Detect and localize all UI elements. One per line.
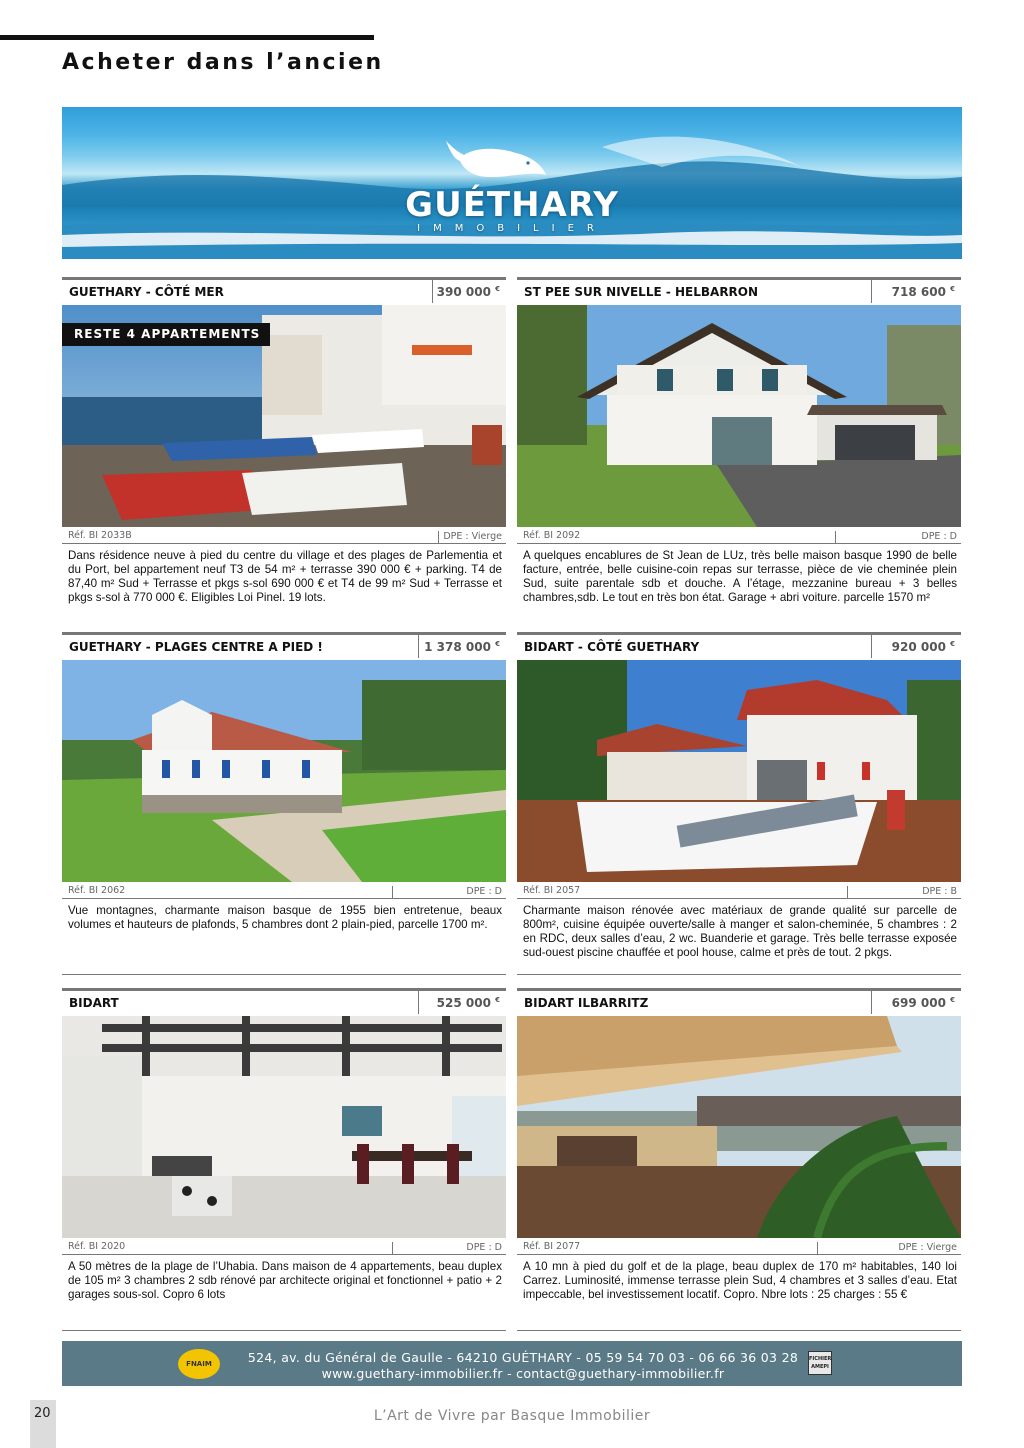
listing-card[interactable] bbox=[62, 277, 506, 605]
agency-footer bbox=[62, 1341, 962, 1386]
listing-header bbox=[62, 277, 506, 303]
listing-card[interactable] bbox=[517, 988, 961, 1302]
listing-price: 699 000 € bbox=[891, 996, 955, 1010]
listing-title: BIDART ILBARRITZ bbox=[524, 996, 649, 1010]
terrace-photo bbox=[517, 1016, 961, 1238]
listing-title: GUETHARY - PLAGES CENTRE A PIED ! bbox=[69, 640, 323, 654]
footer-web[interactable]: www.guethary-immobilier.fr - contact@guethary-immobilier.fr bbox=[321, 1366, 725, 1381]
fnaim-logo: FNAIM bbox=[178, 1349, 220, 1379]
listing-dpe: DPE : B bbox=[922, 886, 957, 897]
listing-dpe: DPE : Vierge bbox=[898, 1242, 957, 1253]
listing-description: A 50 mètres de la plage de l’Uhabia. Dans maison de 4 appartements, beau duplex de 105 m² 3 chambres 2 sdb rénové par architecte original et fonctionnel + patio + 2 garages sous-sol. Copro 6 lots bbox=[68, 1260, 502, 1301]
listing-description: A 10 mn à pied du golf et de la plage, beau duplex de 170 m² habitables, 140 loi Carrez. Luminosité, immense terrasse plein Sud, 4 chambres et 3 salles d’eau. Etat impeccable, bel investissement locatif. Copro. Nbre lots : 25 charges : 55 € bbox=[523, 1260, 957, 1301]
listing-dpe: DPE : D bbox=[466, 886, 502, 897]
top-rule bbox=[0, 35, 374, 40]
page-tagline: L’Art de Vivre par Basque Immobilier bbox=[373, 1408, 651, 1424]
listing-ref-row bbox=[517, 1238, 961, 1255]
listing-header bbox=[517, 632, 961, 658]
pool-house-photo bbox=[517, 660, 961, 882]
listing-card[interactable] bbox=[62, 988, 506, 1302]
basque-house-photo bbox=[517, 305, 961, 527]
listing-ref: Réf. BI 2077 bbox=[523, 1241, 581, 1252]
agency-banner bbox=[62, 107, 962, 259]
listing-title: BIDART bbox=[69, 996, 119, 1010]
availability-badge: RESTE 4 APPARTEMENTS bbox=[62, 323, 270, 346]
listing-ref: Réf. BI 2033B bbox=[68, 530, 132, 541]
listing-ref-row bbox=[517, 882, 961, 899]
listing-description: Vue montagnes, charmante maison basque de 1955 bien entretenue, beaux volumes et hauteurs de plafonds, 5 chambres dont 2 plain-pied, parcelle 1700 m². bbox=[68, 904, 502, 931]
listing-ref: Réf. BI 2062 bbox=[68, 885, 126, 896]
listing-photo bbox=[62, 660, 506, 882]
listing-description: Charmante maison rénovée avec matériaux de grande qualité sur parcelle de 800m², cuisine équipée ouverte/salle à manger et salon-cheminée, 5 chambres : 2 en RDC, deux salles d’eau, 2 wc. Buanderie et garage. Très belle terrasse exposée sud-ouest piscine chauffée et pool house, calme et près de tout. 2 pkgs. bbox=[523, 904, 957, 959]
listing-title: ST PEE SUR NIVELLE - HELBARRON bbox=[524, 285, 759, 299]
listing-photo bbox=[517, 305, 961, 527]
listing-price: 920 000 € bbox=[891, 640, 955, 654]
whale-logo-icon bbox=[442, 137, 552, 187]
listing-header bbox=[517, 277, 961, 303]
page-heading: Acheter dans l’ancien bbox=[62, 50, 384, 75]
listing-price: 1 378 000 € bbox=[424, 640, 500, 654]
listing-title: BIDART - CÔTÉ GUETHARY bbox=[524, 640, 700, 654]
listing-price: 525 000 € bbox=[436, 996, 500, 1010]
listing-header bbox=[62, 632, 506, 658]
listing-card[interactable] bbox=[517, 277, 961, 605]
listing-header bbox=[517, 988, 961, 1014]
listing-card[interactable] bbox=[62, 632, 506, 932]
listing-price: 390 000 € bbox=[436, 285, 500, 299]
listing-title: GUETHARY - CÔTÉ MER bbox=[69, 285, 224, 299]
brand-name: GUÉTHARY bbox=[405, 185, 619, 225]
listing-dpe: DPE : D bbox=[921, 531, 957, 542]
listing-description: A quelques encablures de St Jean de LUz, très belle maison basque 1990 de belle facture, entrée, belle cuisine-coin repas sur terrasse, pièce de vie cheminée plein Sud, suite parentale sdb et douche. A l’étage, mezzanine bureau + 3 belles chambres,sdb. Le tout en très bon état. Garage + abri voiture. parcelle 1570 m² bbox=[523, 549, 957, 604]
listing-photo bbox=[517, 660, 961, 882]
footer-address: 524, av. du Général de Gaulle - 64210 GUÉTHARY - 05 59 54 70 03 - 06 66 36 03 28 bbox=[247, 1350, 799, 1365]
listing-price: 718 600 € bbox=[891, 285, 955, 299]
fichier-amepi-logo: FICHIER AMEPI bbox=[808, 1351, 832, 1375]
listing-ref-row bbox=[62, 882, 506, 899]
living-room-photo bbox=[62, 1016, 506, 1238]
brand-subtitle: IMMOBILIER bbox=[417, 223, 607, 234]
listing-ref-row bbox=[62, 527, 506, 544]
listing-ref: Réf. BI 2020 bbox=[68, 1241, 126, 1252]
listing-ref-row bbox=[62, 1238, 506, 1255]
listing-ref: Réf. BI 2057 bbox=[523, 885, 581, 896]
page-number: 20 bbox=[34, 1406, 51, 1421]
listing-ref: Réf. BI 2092 bbox=[523, 530, 581, 541]
listing-photo bbox=[517, 1016, 961, 1238]
listing-header bbox=[62, 988, 506, 1014]
listing-card[interactable] bbox=[517, 632, 961, 960]
listing-photo bbox=[62, 305, 506, 527]
listing-dpe: DPE : Vierge bbox=[443, 531, 502, 542]
listing-photo bbox=[62, 1016, 506, 1238]
listing-dpe: DPE : D bbox=[466, 1242, 502, 1253]
seaside-villa-photo bbox=[62, 660, 506, 882]
listing-ref-row bbox=[517, 527, 961, 544]
listing-description: Dans résidence neuve à pied du centre du village et des plages de Parlementia et du Port, bel appartement neuf T3 de 54 m² + terrasse 390 000 € + parking. T4 de 87,40 m² Sud + Terrasse et pkgs s-sol 690 000 € et T4 de 99 m² Sud + Terrasse et pkgs s-sol à 770 000 €. Eligibles Loi Pinel. 19 lots. bbox=[68, 549, 502, 604]
